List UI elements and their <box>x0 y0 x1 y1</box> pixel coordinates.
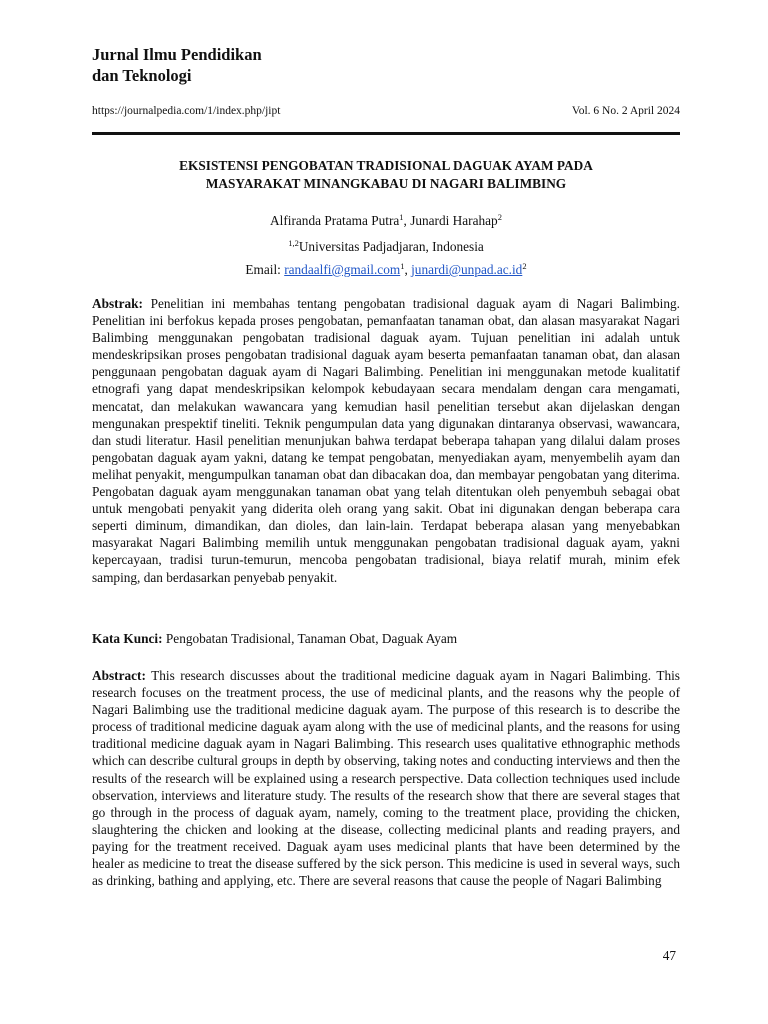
author-name: Junardi Harahap <box>410 213 498 228</box>
affiliation <box>92 239 680 255</box>
journal-url: https://journalpedia.com/1/index.php/jipt <box>92 105 281 117</box>
page-number: 47 <box>662 948 676 963</box>
abstract-label: Abstract: <box>92 668 146 683</box>
journal-meta <box>92 104 680 118</box>
journal-volume: Vol. 6 No. 2 April 2024 <box>571 105 680 117</box>
email-link[interactable]: junardi@unpad.ac.id <box>411 262 523 277</box>
keywords-section <box>92 630 680 647</box>
author-separator: , <box>403 213 411 228</box>
header-divider <box>92 132 680 135</box>
email-mark: 1 <box>400 261 405 271</box>
abstrak-text: Penelitian ini membahas tentang pengobatan tradisional daguak ayam di Nagari Balimbing. Penelitian ini berfokus kepada proses pengobatan, pemanfaatan tanaman obat, dan alasan masyarakat Nagari Balimbing menggunakan pengobatan tradisional daguak ayam. Tujuan penelitian ini adalah untuk mendeskripsikan proses pengobatan tradisional daguak ayam beserta pemanfaatan tanaman obat, dan alasan penggunaan pengobatan daguak ayam di Nagari Balimbing. Penelitian ini menggunakan metode kualitatif etnografi yang dapat mendeskripsikan kelompok kebudayaan secara mendalam dengan cara mengamati, mencatat, dan melakukan wawancara yang kemudian hasil penelitian tersebut akan dijelaskan dengan mengunakan prespektif tineliti. Teknik pengumpulan data yang digunakan dintaranya observasi, wawancara, dan studi literatur. Hasil penelitian menunjukan bahwa terdapat beberapa tahapan yang dilalui dalam proses pengobatan daguak ayam yakni, datang ke tempat pengobatan, menyediakan ayam, menyembelih ayam dan melihat penyakit, mengumpulkan tanaman obat dan dibacakan doa, dan membayar pengobatan yang diterima. Pengobatan daguak ayam menggunakan tanaman obat yang telah ditentukan oleh penyembuh sebagai obat untuk mengobati penyakit yang diderita oleh orang yang sakit. Obat ini digunakan dengan beberapa cara seperti diminum, dimandikan, dan dioles, dan lain-lain. Terdapat beberapa alasan yang menyebabkan masyarakat Nagari Balimbing memilih untuk menggunakan pengobatan tradisional daguak ayam, yakni kepercayaan, tradisi turun-temurun, mencoba pengobatan tradisional, biaya relatif murah, minim efek samping, dan berdasarkan penyebab penyakit. <box>92 296 680 585</box>
abstrak-section <box>92 295 680 586</box>
email-link[interactable]: randaalfi@gmail.com <box>284 262 401 277</box>
abstract-section <box>92 667 680 889</box>
affiliation-mark: 1,2 <box>288 238 299 248</box>
email-separator: , <box>404 262 412 277</box>
keywords-label: Kata Kunci: <box>92 631 163 646</box>
author-affiliation-mark: 2 <box>497 212 502 222</box>
author-list <box>92 213 680 229</box>
journal-name <box>92 44 262 86</box>
paper-page <box>92 0 680 1024</box>
abstrak-label: Abstrak: <box>92 296 143 311</box>
journal-name-line1: Jurnal Ilmu Pendidikan <box>92 45 262 64</box>
article-title-line1: EKSISTENSI PENGOBATAN TRADISIONAL DAGUAK AYAM PADA <box>179 158 593 173</box>
affiliation-name: Universitas Padjadjaran, Indonesia <box>298 239 484 254</box>
article-title-line2: MASYARAKAT MINANGKABAU DI NAGARI BALIMBING <box>205 176 567 191</box>
author-name: Alfiranda Pratama Putra <box>270 213 400 228</box>
email-mark: 2 <box>522 261 527 271</box>
journal-name-line2: dan Teknologi <box>92 66 192 85</box>
keywords-text: Pengobatan Tradisional, Tanaman Obat, Daguak Ayam <box>165 631 458 646</box>
abstract-text: This research discusses about the traditional medicine daguak ayam in Nagari Balimbing. This research focuses on the treatment process, the use of medicinal plants, and the reasons why the people of Nagari Balimbing use the traditional medicine daguak ayam. The purpose of this research is to describe the process of traditional medicine daguak ayam along with the use of medicinal plants, and the reasons for using traditional medicine daguak ayam in Nagari Balimbing. This research uses qualitative ethnographic methods which can describe cultural groups in depth by observing, taking notes and conducting interviews and then the results of the research will be explained using a research perspective. Data collection techniques used include observation, interviews and literature study. The results of the research show that there are several stages that go through in the process of daguak ayam, namely, coming to the treatment place, providing the chicken, slaughtering the chicken and looking at the disease, collecting medicinal plants and reading prayers, and paying for the treatment received. Daguak ayam uses medicinal plants that have been determined by the healer as medicine to treat the disease suffered by the sick person. This medicine is used in several ways, such as drinking, bathing and applying, etc. There are several reasons that cause the people of Nagari Balimbing <box>92 668 680 889</box>
article-title <box>92 157 680 193</box>
email-label: Email: <box>245 262 285 277</box>
author-affiliation-mark: 1 <box>399 212 404 222</box>
email-line <box>92 262 680 278</box>
